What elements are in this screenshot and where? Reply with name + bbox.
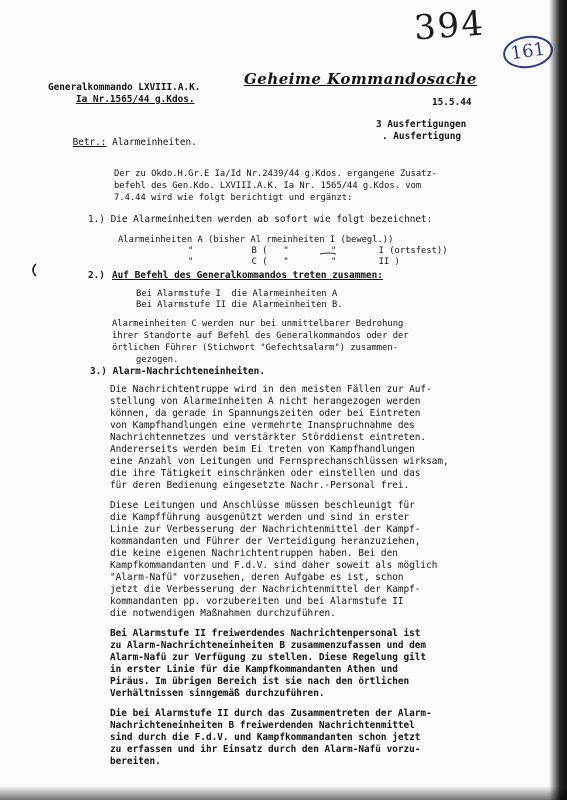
sender-line-2: Ia Nr.1565/44 g.Kdos.: [76, 94, 195, 105]
pencil-stroke: [320, 253, 336, 254]
copies-line-2: . Ausfertigung: [382, 131, 462, 142]
section-2-number: 2.): [88, 270, 105, 281]
scan-edge-shadow-bottom: [0, 786, 567, 800]
document-date: 15.5.44: [432, 97, 472, 108]
document-page: 394 161 Geheime Kommandosache Generalkommando LXVIII.A.K. Ia Nr.1565/44 g.Kdos. 15.5.44 Betr.: Alarmeinheiten. 3 Ausfertigungen . Ausfertigung Der zu Okdo.H.Gr.E Ia/Id Nr.2439/44 g.Kdos. ergangene Zusatz- befehl des Gen.Kdo. LXVIII.A.K. Ia Nr. 1565/44 g.Kdos. vom 7.4.44 wird wie folgt berichtigt und ergänzt: 1.) Die Alarmeinheiten werden ab sofort wie folgt bezeichnet: Alarmeinheiten A (bisher Al rmeinheiten I (bewegl.)) " B ( " " I (ortsfest)) " C ( " " II ) 2.) Auf Befehl des Generalkommandos treten zusammen: Bei Alarmstufe I die Alarmeinheiten A Bei Alarmstufe II die Alarmeinheiten B. Alarmeinheiten C werden nur bei unmittelbarer Bedrohung ihrer Standorte auf Befehl des Generalkommandos oder der örtlichen Führer (Stichwort "Gefechtsalarm") zusammen- gezogen. 3.) Alarm-Nachrichteneinheiten. Die Nachrichtentruppe wird in den meisten Fällen zur Auf- stellung von Alarmeinheiten A nicht herangezogen werden können, da gerade in Spannungszeiten oder bei Eintreten von Kampfhandlungen eine vermehrte Inanspruchnahme des Nachrichtennetzes und verstärkter Störddienst eintreten. Andererseits werden beim Ei treten von Kampfhandlungen eine Anzahl von Leitungen und Fernsprechanschlüssen wirksam, die ihre Tätigkeit einschränken oder einstellen und das für deren Bedienung eingesetzte Nachr.-Personal frei. Diese Leitungen und Anschlüsse müssen beschleunigt für die Kampfführung ausgenützt werden und sind in erster Linie zur Verbesserung der Nachrichtenmittel der Kampf- kommandanten und Führer der Verteidigung heranzuziehen, die keine eigenen Nachrichtentruppen haben. Bei den Kampfkommandanten und F.d.V. sind daher soweit als möglich "Alarm-Nafü" vorzusehen, deren Aufgabe es ist, schon jetzt die Verbesserung der Nachrichtenmittel der Kampf- kommandanten pp. vorzubereiten und bei Alarmstufe II die notwendigen Maßnahmen durchzuführen. Bei Alarmstufe II freiwerdendes Nachrichtenpersonal ist zu Alarm-Nachrichteneinheiten B zusammenzufassen und dem Alarm-Nafü zur Verfügung zu stellen. Diese Regelung gilt in erster Linie für die Kampfkommandanten Athen und Piräus. Im übrigen Bereich ist sie nach den örtlichen Verhältnissen sinngemäß durchzuführen. Die bei Alarmstufe II durch das Zusammentreten der Alarm- Nachrichteneinheiten B freiwerdenden Nachrichtenmittel sind durch die F.d.V. und Kampfkommandanten schon jetzt zu erfassen und ihr Einsatz durch den Alarm-Nafü vorzu- bereiten.: [0, 0, 567, 800]
archive-number-stamp: 394: [412, 3, 487, 49]
section-2-heading: Auf Befehl des Generalkommandos treten zusammen:: [112, 270, 383, 281]
circled-page-number: 161: [501, 33, 555, 72]
margin-bracket-mark: [33, 264, 36, 276]
subject-text: Alarmeinheiten.: [112, 137, 197, 148]
section-3-heading: 3.) Alarm-Nachrichteneinheiten.: [90, 366, 265, 377]
subject-prefix: Betr.:: [72, 137, 107, 148]
section-1-heading: 1.) Die Alarmeinheiten werden ab sofort wie folgt bezeichnet:: [88, 214, 433, 225]
sender-line-1: Generalkommando LXVIII.A.K.: [48, 82, 201, 93]
classification-title: Geheime Kommandosache: [244, 70, 477, 88]
scan-edge-shadow-right: [549, 0, 567, 800]
copies-line-1: 3 Ausfertigungen: [376, 119, 467, 130]
